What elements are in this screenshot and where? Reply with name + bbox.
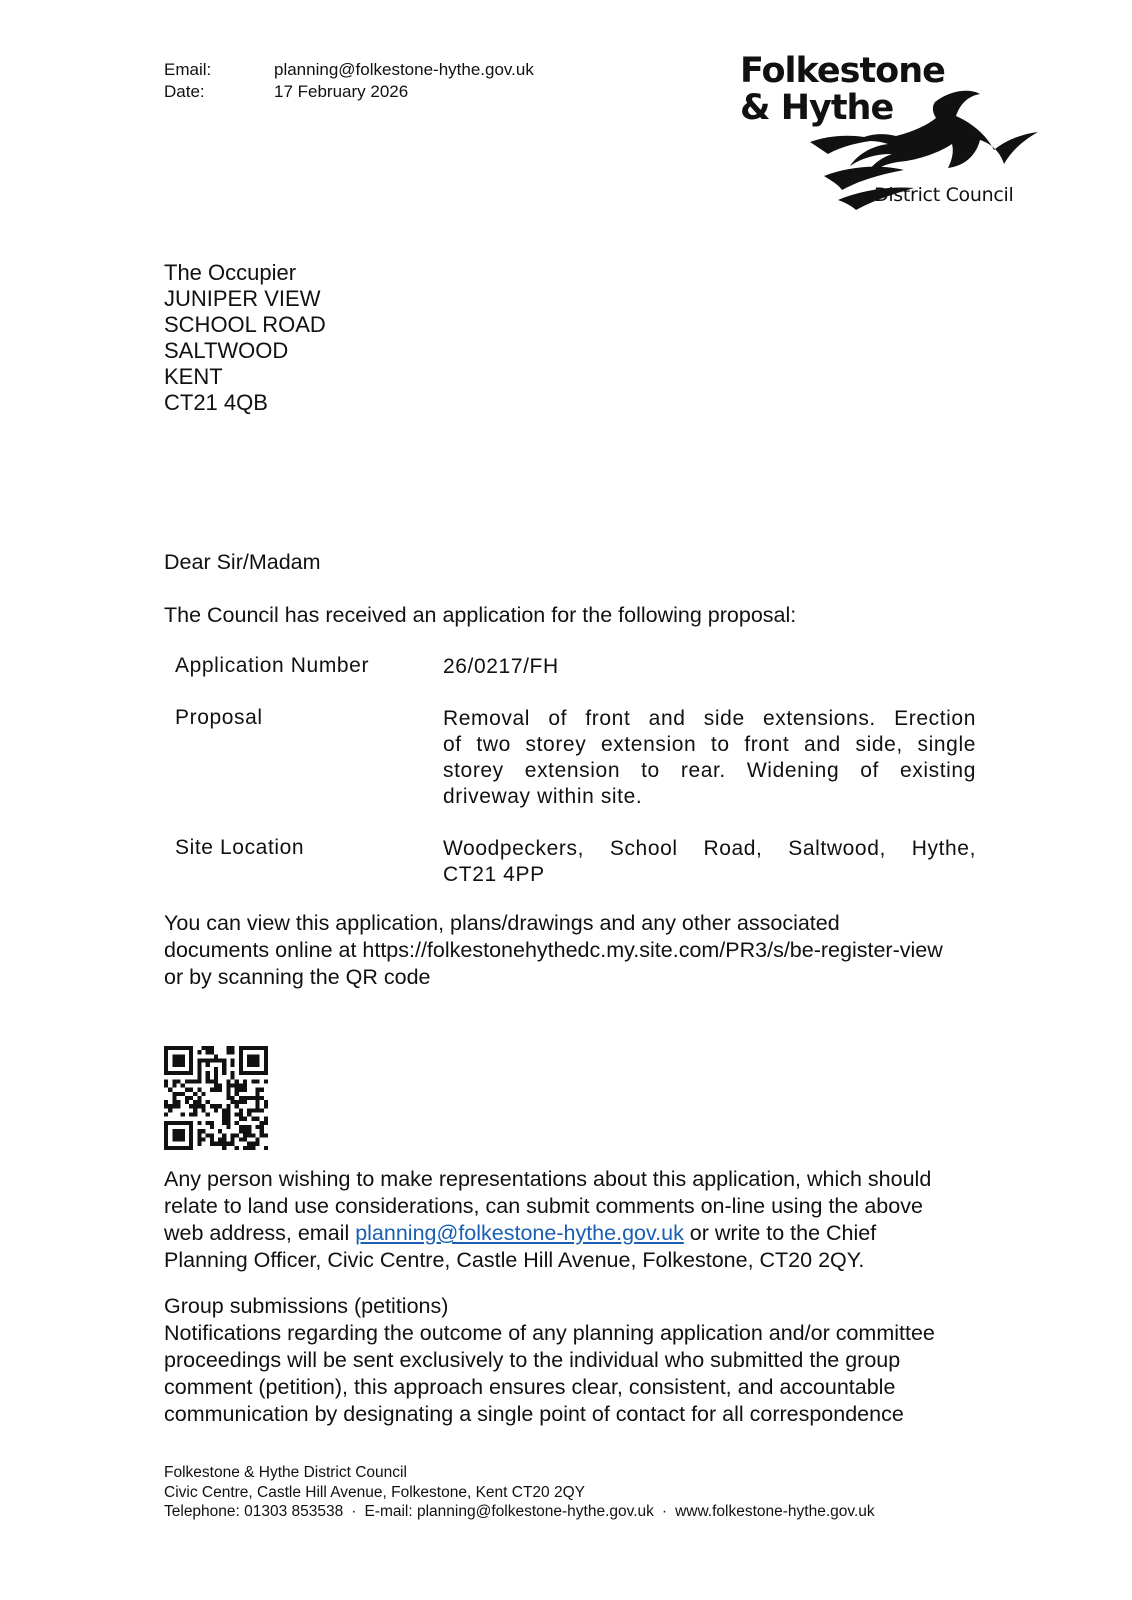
date-label: Date:	[164, 82, 205, 101]
intro-text: The Council has received an application for the following proposal:	[164, 603, 797, 627]
view-line: documents online at https://folkestonehythedc.my.site.com/PR3/s/be-register-view	[164, 938, 943, 962]
footer-separator: ·	[661, 1503, 668, 1520]
proposal-label: Proposal	[175, 706, 263, 729]
representations-text	[164, 1166, 1004, 1274]
logo-line-2: & Hythe	[740, 88, 894, 128]
address-line: JUNIPER VIEW	[164, 286, 321, 311]
address-line: KENT	[164, 364, 223, 389]
proposal-value	[443, 706, 976, 810]
group-line: comment (petition), this approach ensures clear, consistent, and accountable	[164, 1375, 896, 1399]
representations-line: Any person wishing to make representations about this application, which should	[164, 1167, 932, 1191]
site-location-line: Woodpeckers, School Road, Saltwood, Hythe,	[443, 837, 976, 860]
logo-line-3: District Council	[874, 184, 1014, 206]
representations-prefix: web address, email	[164, 1221, 356, 1245]
proposal-line: Removal of front and side extensions. Erection	[443, 707, 976, 730]
address-line: SCHOOL ROAD	[164, 312, 326, 337]
address-line: CT21 4QB	[164, 390, 268, 415]
representations-line	[164, 1220, 1004, 1247]
email-label: Email:	[164, 60, 212, 79]
header-date-row	[164, 81, 408, 103]
planning-email-link[interactable]: planning@folkestone-hythe.gov.uk	[355, 1221, 684, 1245]
proposal-line: of two storey extension to front and side, single	[443, 733, 976, 756]
date-value: 17 February 2026	[274, 82, 409, 101]
proposal-line: driveway within site.	[443, 785, 643, 808]
qr-code-icon[interactable]	[164, 1046, 268, 1150]
representations-line: Planning Officer, Civic Centre, Castle Hill Avenue, Folkestone, CT20 2QY.	[164, 1248, 865, 1272]
proposal-line: storey extension to rear. Widening of existing	[443, 759, 976, 782]
footer-website[interactable]: www.folkestone-hythe.gov.uk	[675, 1503, 875, 1520]
group-line: communication by designating a single point of contact for all correspondence	[164, 1402, 904, 1426]
group-heading: Group submissions (petitions)	[164, 1294, 449, 1318]
footer-email[interactable]: E-mail: planning@folkestone-hythe.gov.uk	[364, 1503, 654, 1520]
email-value: planning@folkestone-hythe.gov.uk	[274, 60, 534, 79]
footer-council-name: Folkestone & Hythe District Council	[164, 1464, 407, 1481]
footer-separator: ·	[351, 1503, 357, 1520]
footer-contact-row	[164, 1502, 875, 1522]
site-location-value	[443, 836, 976, 888]
representations-line: relate to land use considerations, can submit comments on-line using the above	[164, 1194, 923, 1218]
logo-line-1: Folkestone	[740, 51, 945, 91]
view-line: or by scanning the QR code	[164, 965, 431, 989]
salutation: Dear Sir/Madam	[164, 550, 321, 574]
footer	[164, 1463, 875, 1522]
address-line: The Occupier	[164, 260, 297, 285]
group-line: proceedings will be sent exclusively to the individual who submitted the group	[164, 1348, 901, 1372]
council-logo	[740, 52, 1040, 222]
view-line: You can view this application, plans/drawings and any other associated	[164, 911, 840, 935]
view-online-text	[164, 910, 1044, 991]
footer-address: Civic Centre, Castle Hill Avenue, Folkestone, Kent CT20 2QY	[164, 1483, 585, 1501]
group-submissions	[164, 1293, 1004, 1428]
representations-suffix: or write to the Chief	[683, 1221, 877, 1245]
site-location-label: Site Location	[175, 836, 305, 859]
address-line: SALTWOOD	[164, 338, 289, 363]
site-location-line: CT21 4PP	[443, 863, 545, 886]
recipient-address	[164, 260, 326, 416]
application-number-value: 26/0217/FH	[443, 655, 559, 678]
header-email-row	[164, 59, 534, 81]
group-line: Notifications regarding the outcome of any planning application and/or committee	[164, 1321, 935, 1345]
footer-telephone: Telephone: 01303 853538	[164, 1503, 344, 1520]
application-number-label: Application Number	[175, 654, 370, 677]
